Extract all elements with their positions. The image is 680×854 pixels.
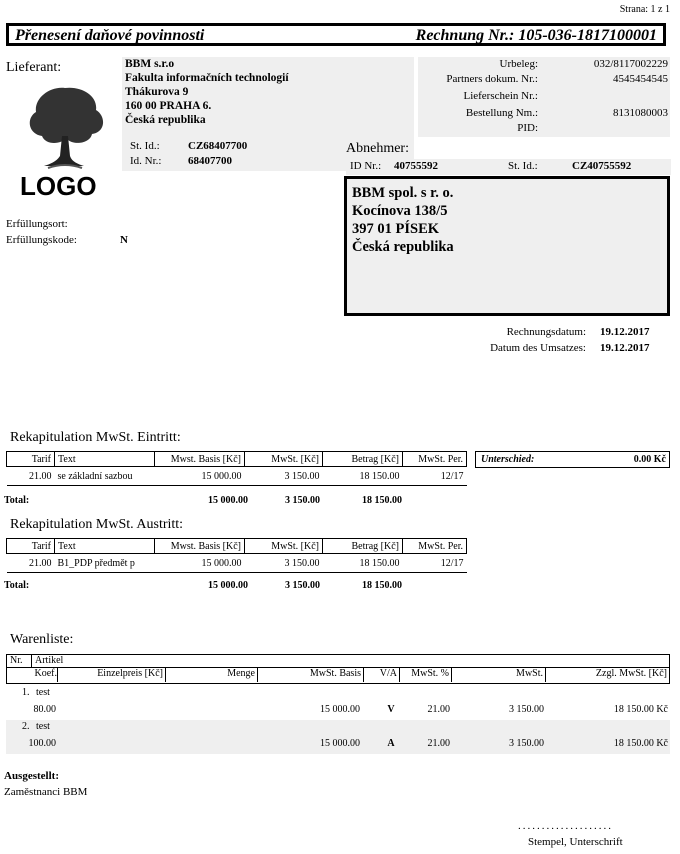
supplier-st-id-label: St. Id.: [130, 140, 160, 152]
item-nr: 1. [22, 687, 30, 698]
mwst: 3 150.00 [245, 467, 323, 486]
period: 12/17 [403, 467, 467, 486]
betrag: 18 150.00 [323, 467, 403, 486]
tree-logo-icon [20, 80, 110, 172]
unterschied-box [475, 451, 670, 468]
customer-name: BBM spol. s r. o. [352, 185, 454, 201]
basis: 15 000.00 [155, 467, 245, 486]
text: se základní sazbou [55, 467, 155, 486]
customer-id-nr: 40755592 [394, 160, 438, 172]
ausgestellt-value: Zaměstnanci BBM [4, 786, 88, 798]
supplier-line: Thákurova 9 [125, 86, 189, 98]
recap-in-total-betrag: 18 150.00 [362, 495, 402, 506]
customer-line: Česká republika [352, 239, 454, 255]
col-header: MwSt. Per. [403, 539, 467, 554]
logo-text: LOGO [20, 171, 97, 201]
col-header: Betrag [Kč] [323, 539, 403, 554]
supplier-st-id: CZ68407700 [188, 140, 248, 152]
customer-line: 397 01 PÍSEK [352, 221, 440, 237]
item-va: V [387, 704, 395, 715]
list-item [6, 720, 670, 754]
col-header: MwSt. [453, 668, 546, 682]
col-header: Tarif [7, 539, 55, 554]
item-mwst-pct: 21.00 [427, 704, 450, 715]
customer-st-id: CZ40755592 [572, 160, 632, 172]
page-number: Strana: 1 z 1 [619, 4, 670, 15]
supplier-line: Fakulta informačních technologií [125, 72, 289, 84]
col-header: Nr. [10, 655, 23, 666]
item-mwst: 3 150.00 [509, 738, 544, 749]
recap-in-total-label: Total: [4, 495, 30, 506]
item-koef: 100.00 [28, 738, 56, 749]
col-header: Betrag [Kč] [323, 452, 403, 467]
customer-st-id-label: St. Id.: [508, 160, 538, 172]
recap-out-total-label: Total: [4, 580, 30, 591]
col-header: Artikel [35, 655, 64, 666]
customer-address-box [344, 176, 670, 316]
supplier-label: Lieferant: [6, 60, 62, 75]
tarif: 21.00 [7, 467, 55, 486]
item-nr: 2. [22, 721, 30, 732]
item-koef: 80.00 [33, 704, 56, 715]
ref-label: Bestellung Nm.: [465, 107, 538, 119]
unterschied-value: 0.00 Kč [633, 454, 666, 465]
item-mwst: 3 150.00 [509, 704, 544, 715]
ref-label: Partners dokum. Nr.: [446, 73, 538, 85]
col-header: MwSt. [Kč] [245, 539, 323, 554]
reference-box [418, 57, 670, 137]
table-row [7, 467, 467, 486]
invoice-date: 19.12.2017 [600, 326, 650, 338]
col-header: MwSt. [Kč] [245, 452, 323, 467]
title-bar [6, 23, 666, 46]
col-header: Text [55, 452, 155, 467]
item-va: A [387, 738, 395, 749]
col-header: MwSt. Basis [259, 668, 364, 682]
list-item [6, 686, 670, 720]
item-zzgl: 18 150.00 Kč [613, 738, 668, 749]
col-header: Koef. [7, 668, 58, 682]
recap-in-total-basis: 15 000.00 [208, 495, 248, 506]
recap-in-total-mwst: 3 150.00 [285, 495, 320, 506]
recap-out-total-betrag: 18 150.00 [362, 580, 402, 591]
col-header: Zzgl. MwSt. [Kč] [595, 668, 667, 679]
supplier-line: Česká republika [125, 114, 206, 126]
recap-in-title: Rekapitulation MwSt. Eintritt: [10, 430, 181, 445]
ref-value: 4545454545 [613, 73, 668, 85]
tax-date: 19.12.2017 [600, 342, 650, 354]
col-header: Mwst. Basis [Kč] [155, 452, 245, 467]
supplier-line: 160 00 PRAHA 6. [125, 100, 212, 112]
header-row [6, 654, 670, 668]
signature-label: Stempel, Unterschrift [528, 836, 623, 848]
ref-label: Lieferschein Nr.: [463, 90, 538, 102]
recap-in-table [6, 451, 467, 486]
text: B1_PDP předmět p [55, 554, 155, 573]
item-basis: 15 000.00 [320, 738, 360, 749]
ref-value: 8131080003 [613, 107, 668, 119]
col-header: MwSt. Per. [403, 452, 467, 467]
col-header: Tarif [7, 452, 55, 467]
item-name: test [36, 721, 50, 732]
basis: 15 000.00 [155, 554, 245, 573]
ref-label: PID: [517, 122, 538, 134]
tarif: 21.00 [7, 554, 55, 573]
period: 12/17 [403, 554, 467, 573]
betrag: 18 150.00 [323, 554, 403, 573]
supplier-name: BBM s.r.o [125, 58, 175, 70]
col-header: Text [55, 539, 155, 554]
recap-out-title: Rekapitulation MwSt. Austritt: [10, 517, 184, 532]
supplier-id-nr-label: Id. Nr.: [130, 155, 162, 167]
supplier-id-nr: 68407700 [188, 155, 232, 167]
unterschied-label: Unterschied: [481, 454, 535, 465]
invoice-date-label: Rechnungsdatum: [506, 326, 586, 338]
col-header: Menge [167, 668, 258, 682]
recap-out-total-basis: 15 000.00 [208, 580, 248, 591]
ausgestellt-label: Ausgestellt: [4, 770, 59, 782]
document-title: Přenesení daňové povinnosti [15, 27, 205, 44]
table-row [7, 554, 467, 573]
recap-out-table [6, 538, 467, 573]
col-header: MwSt. % [401, 668, 452, 682]
erfuellungsort-label: Erfüllungsort: [6, 218, 68, 230]
col-header: V/A [365, 668, 400, 682]
ref-label: Urbeleg: [499, 58, 538, 70]
tax-date-label: Datum des Umsatzes: [490, 342, 586, 354]
header-row [6, 668, 670, 684]
mwst: 3 150.00 [245, 554, 323, 573]
col-header: Mwst. Basis [Kč] [155, 539, 245, 554]
erfuellungskode-value: N [120, 234, 128, 246]
customer-id-nr-label: ID Nr.: [350, 160, 382, 172]
item-name: test [36, 687, 50, 698]
ref-value: 032/8117002229 [593, 58, 668, 70]
item-basis: 15 000.00 [320, 704, 360, 715]
invoice-number: Rechnung Nr.: 105-036-1817100001 [415, 27, 657, 44]
signature-line: .................... [518, 820, 613, 832]
erfuellungskode-label: Erfüllungskode: [6, 234, 77, 246]
warenliste-title: Warenliste: [10, 632, 74, 647]
item-zzgl: 18 150.00 Kč [613, 704, 668, 715]
customer-label: Abnehmer: [346, 141, 409, 156]
customer-line: Kocínova 138/5 [352, 203, 448, 219]
customer-ids [346, 159, 671, 175]
col-header: Einzelpreis [Kč] [59, 668, 166, 682]
item-mwst-pct: 21.00 [427, 738, 450, 749]
recap-out-total-mwst: 3 150.00 [285, 580, 320, 591]
